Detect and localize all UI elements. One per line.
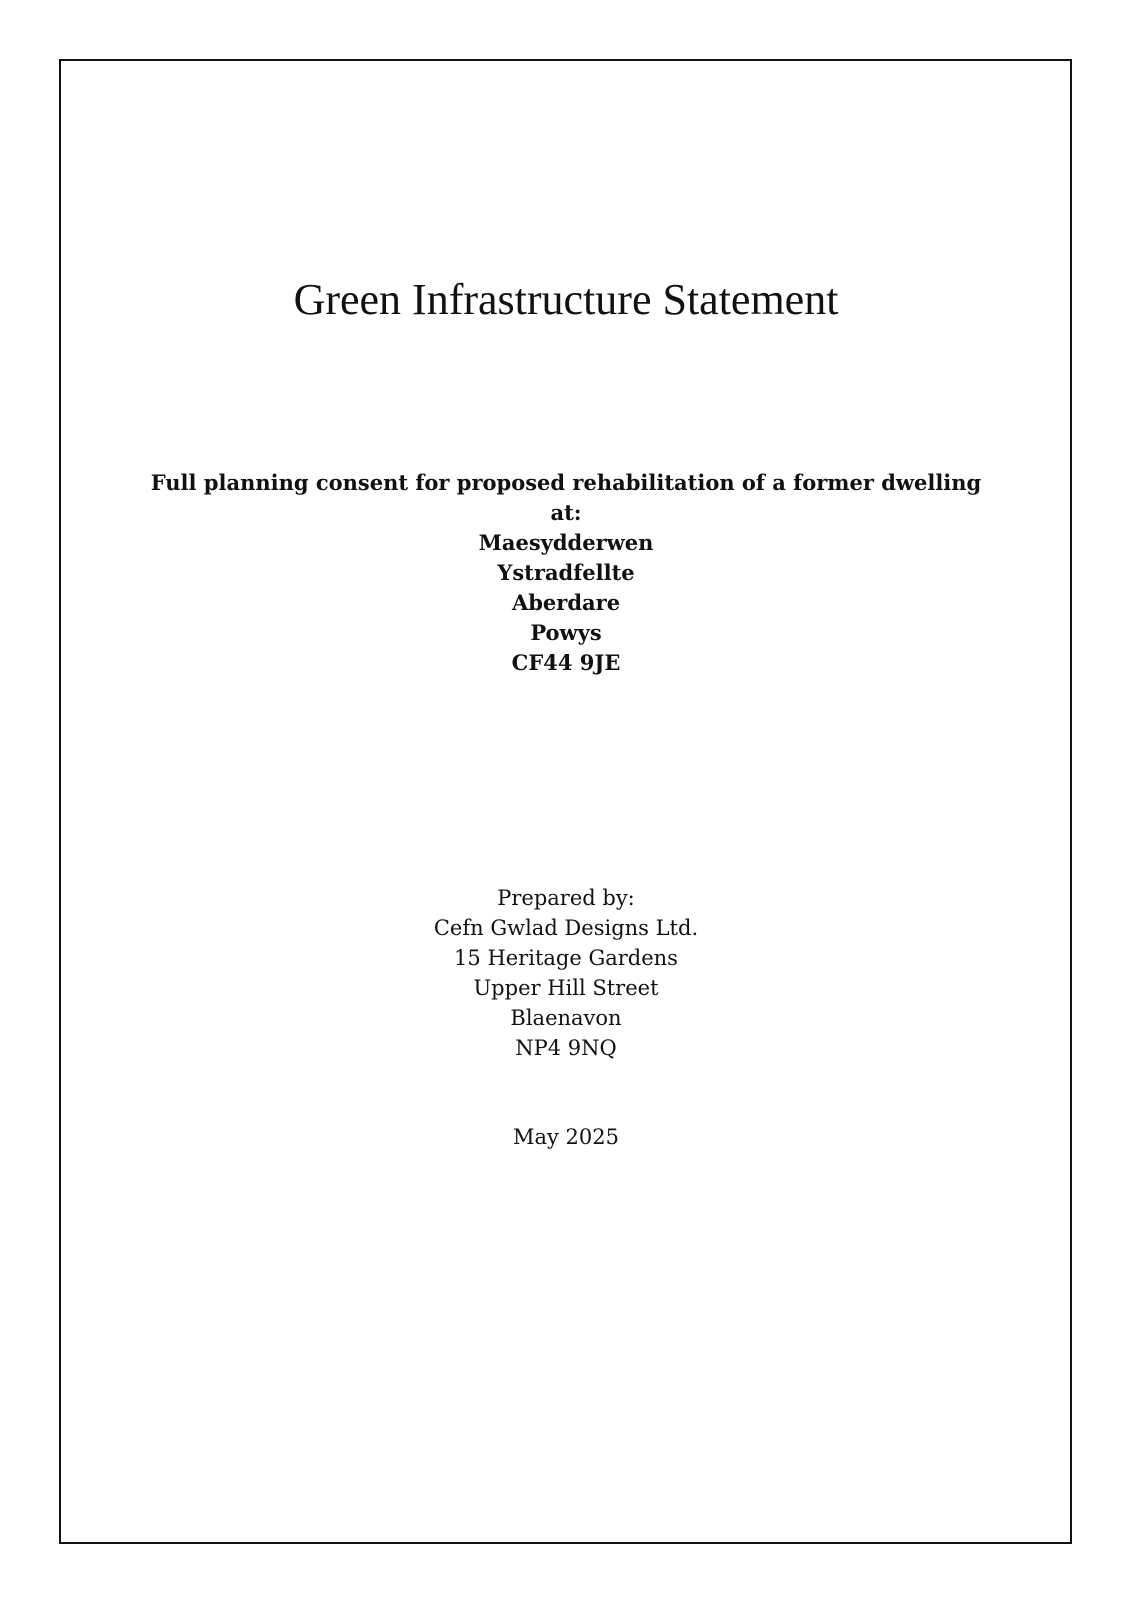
document-date: May 2025 (512, 1125, 619, 1149)
consent-description: Full planning consent for proposed rehabilitation of a former dwelling (150, 470, 982, 495)
prepared-by-label: Prepared by: (497, 886, 635, 910)
site-address-line: Maesydderwen (478, 530, 654, 555)
preparer-name: Cefn Gwlad Designs Ltd. (433, 916, 699, 940)
preparer-address-line: Upper Hill Street (473, 976, 659, 1000)
preparer-address-line: 15 Heritage Gardens (454, 946, 678, 970)
site-postcode: CF44 9JE (511, 650, 621, 675)
prepared-by-block (0, 883, 1132, 1063)
consent-block (130, 468, 1002, 678)
site-address-line: Powys (530, 620, 602, 645)
document-title: Green Infrastructure Statement (293, 275, 839, 324)
preparer-postcode: NP4 9NQ (515, 1036, 617, 1060)
consent-at: at: (550, 500, 582, 525)
site-address-line: Ystradfellte (497, 560, 635, 585)
site-address-line: Aberdare (511, 590, 621, 615)
preparer-address-line: Blaenavon (510, 1006, 622, 1030)
